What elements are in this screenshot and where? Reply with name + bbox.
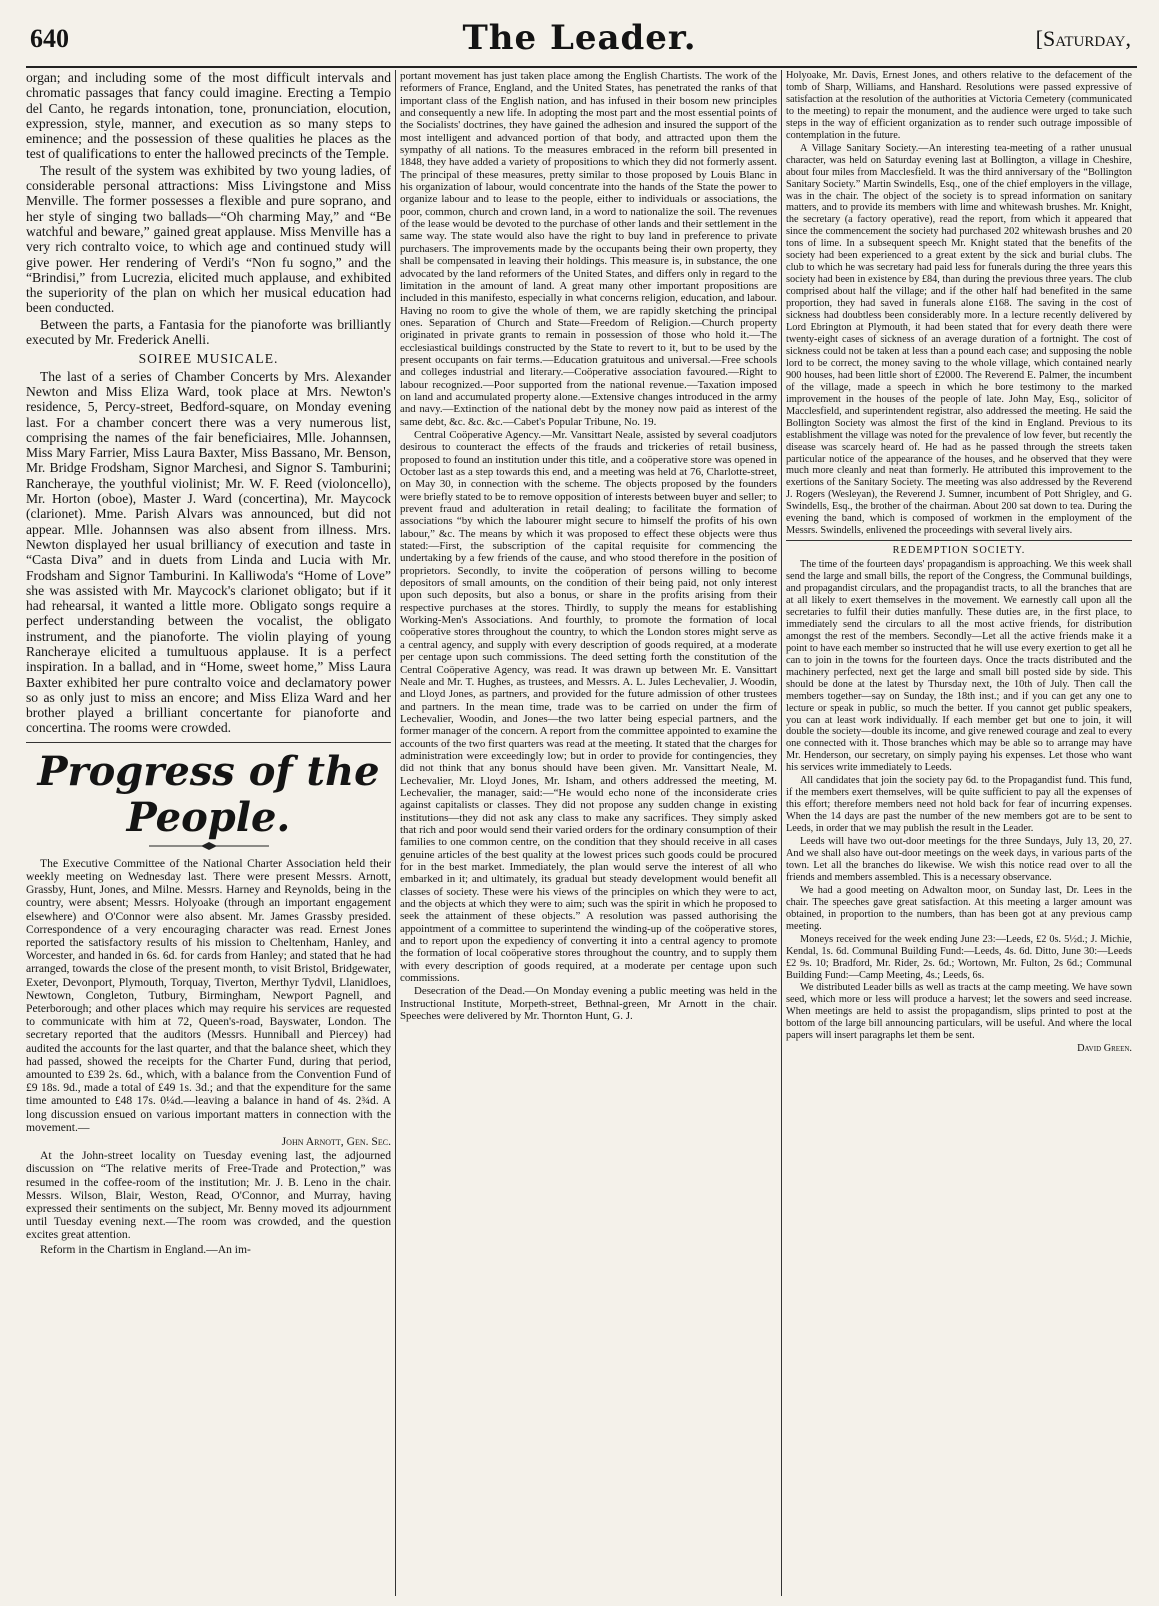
masthead [0,0,1159,66]
issue-day: [Saturday, [1035,26,1131,51]
concert-review [26,70,391,736]
paragraph: We distributed Leader bills as well as tracts at the camp meeting. We have sown seed, which more or less will produce a harvest; let the sowers and seed increase. When meetings are held to assist the propagandism, slips printed to post at the bottom of the large bill announcing particulars, will be useful. And where the local papers will insert paragraphs let them be sent. [786,982,1132,1042]
paragraph: Desecration of the Dead.—On Monday evening a public meeting was held in the Instructional Institute, Morpeth-street, Bethnal-green, Mr Arnott in the chair. Speeches were delivered by Mr. Thornton Hunt, G. J. [400,985,777,1023]
paragraph: The result of the system was exhibited by two young ladies, of considerable personal attractions: Miss Livingstone and Miss Menville. The former possesses a flexible and pure soprano, and her style of singing two ballads—“Oh charming May,” and “Be watchful and beware,” gained great applause. Miss Menville has a very rich contralto voice, to which age and continued study will give power. Her rendering of Verdi's “Non fu sogno,” and the “Brindisi,” from Lucrezia, elicited much applause, and exhibited the superiority of the plan on which her musical education had been conducted. [26,162,391,316]
paragraph: At the John-street locality on Tuesday evening last, the adjourned discussion on “The relative merits of Free-Trade and Protection,” was resumed in the coffee-room of the institution; Mr. J. B. Leno in the chair. Messrs. Wilson, Blair, Weston, Read, O'Connor, and Murray, having expressed their sentiments on the subject, Mr. Benny moved its adjournment until Tuesday evening next.—The room was crowded, and the question excites great attention. [26,1149,391,1242]
column-divider [781,70,782,1596]
paragraph: The Executive Committee of the National Charter Association held their weekly meeting on Wednesday last. There were present Messrs. Arnott, Grassby, Hunt, Jones, and Milne. Messrs. Harney and Reynolds, being in the country, were absent; Messrs. Holyoake (through an important engagement elsewhere) and O'Connor were also absent. Mr. James Grassby presided. Correspondence of a very encouraging character was read. Ernest Jones reported the satisfactory results of his mission to Cheltenham, Hanley, and Worcester, and handed in 6s. 6d. for cards from Hanley; and stated that he had arranged, towards the close of the present month, to visit Bristol, Bridgewater, Exeter, Devonport, Plymouth, Torquay, Tiverton, Merthyr Tydvil, Llanidloes, Newtown, Congleton, Tutbury, Birmingham, Newport Pagnell, and Peterborough; and other places which may require his services are requested to communicate with him at 72, Queen's-road, Bayswater, London. The secretary reported that the auditors (Messrs. Hunniball and Piercey) had audited the accounts for the last quarter, and that the balance sheet, which they had passed, showed the receipts for the Charter Fund, during that period, amounted to £39 2s. 6d., which, with a balance from the Convention Fund of £9 18s. 9d., made a total of £49 1s. 3d.; and that the expenditure for the same time amounted to £48 17s. 0¼d.—leaving a balance in hand of 4s. 2¾d. A long discussion ensued on various important matters in connection with the movement.— [26,856,391,1134]
paragraph: Reform in the Chartism in England.—An im- [40,1242,251,1256]
section-rule [26,742,391,743]
paragraph: Central Coöperative Agency.—Mr. Vansittart Neale, assisted by several coadjutors desirous to counteract the effects of the frauds and trickeries of retail business, proposed to found an institution under this title, and a coöperative store was opened in October last as a step towards this end, and a meeting was held at 76, Charlotte-street, on May 30, in connection with the scheme. The objects proposed by the founders were briefly stated to be to remove opposition of interests between buyer and seller; to prevent fraud and adulteration in retail dealing; to facilitate the formation of associations “by which the labourer might secure to himself the profits of his own labour,” &c. The means by which it was proposed to effect these objects were thus stated:—First, the subscription of the capital requisite for commencing the undertaking by a few friends of the cause, and who stood therefore in the position of proprietors. Secondly, to invite the coöperation of persons willing to become depositors of small amounts, on the condition of their being paid, not only interest upon such deposits, but also a bonus, or share in the profits arising from their respective purchases at the stores. Thirdly, to supply the means for establishing Working-Men's Associations. And fourthly, to promote the formation of local coöperative stores throughout the country, to which the London stores might serve as a central agency, and supply with every description of goods required, at a moderate per centage upon such commissions. The deed setting forth the constitution of the Central Coöperative Agency, was read. It was drawn up between Mr. E. Vansittart Neale and Mr. T. Hughes, as trustees, and Messrs. A. L. Jules Lechevalier, J. Woodin, and Lloyd Jones, as partners, and provided for the future admission of other trustees and partners. In the mean time, trade was to be carried on under the firm of Lechevalier, Woodin, and Jones—the two latter being especial partners, and the former manager of the concern. A report from the committee appointed to examine the accounts of the two first quarters was read at the meeting. It stated that the charges for administration were exceedingly low; but in order to provide for contingencies, they did not think that any bonus should have been given. Mr. Vansittart Neale, M. Lechevalier, Mr. Lloyd Jones, Mr. Isham, and others addressed the meeting, M. Lechevalier, the manager, said:—“He would echo none of the inconsiderate cries against capitalists or classes. They did not propose any sudden change in existing institutions—they did not ask any class to make any sacrifices. They simply asked that rich and poor would send their varied orders for the ordinary consumption of their families to one common centre, on the condition that they should receive in all cases genuine articles of the best quality at the lowest prices such goods could be procured for in the best market. Immediately, the plan would serve the interest of all who embarked in it; and ultimately, its gradual but steady development would benefit all classes of society. These were his views of the principles on which they were to act, and the objects at which they were to aim; such was the spirit in which he proposed to seek the attainment of these objects.” A resolution was passed authorising the appointment of a committee to superintend the winding-up of the coöperative stores, and to report upon the expediency of converting it into a central agency to promote the formation of local coöperative stores throughout the country, and to supply them with every description of goods required, at a moderate per centage upon such commissions. [400,428,777,985]
signature-arnott: John Arnott, Gen. Sec. [281,1135,391,1149]
paragraph: We had a good meeting on Adwalton moor, on Sunday last, Dr. Lees in the chair. The speeches gave great satisfaction. At this meeting a larger amount was obtained, in proportion to the numbers, than has been got at any previous camp meeting. [786,884,1132,932]
section-heading-redemption: REDEMPTION SOCIETY. [892,545,1026,557]
paragraph: Holyoake, Mr. Davis, Ernest Jones, and others relative to the defacement of the tomb of Sharp, Williams, and Hanshard. Resolutions were passed expressive of satisfaction at the resolution of the authorities at Victoria Cemetery (communicated to the meeting) to repair the monument, and the audience were urged to take such steps in the way of efficient organization as to render such outrage impossible of contemplation in the future. [786,70,1132,141]
section-heading-soiree: SOIREE MUSICALE. [138,351,279,367]
column-divider [395,70,396,1596]
column-2 [400,70,777,1600]
paragraph: The time of the fourteen days' propagandism is approaching. We this week shall send the large and small bills, the report of the Congress, the Communal buildings, and propagandist circulars, and the propagandist tracts, to all the branches that are at all likely to exert themselves in the movement. We earnestly call upon all the secretaries to fulfil their duties manfully. These duties are, in the first place, to immediately send the circulars to all the most active friends, for distribution amongst the rest of the members. Secondly—Let all the active friends make it a point to have each member so instructed that he will use every exertion to get all he can to join in the towns for the fourteen days. Once the tracts distributed and the machinery perfected, next get the large and small bill posted side by side. This should be done at the latest by Thursday next, the 10th of July. Then call the members together—say on Sunday, the 18th inst.; and if you can get any one to lecture or speak in public, so much the better. If you cannot get public speakers, you can at least work individually. If each member get but one to join, it will double the society—double its income, and give renewed courage and zeal to every one connected with it. Those branches which may be able so to arrange may have Mr. Henderson, our secretary, on simply paying his expenses. Let those who want his services write immediately to Leeds. [786,559,1132,774]
paragraph: portant movement has just taken place among the English Chartists. The work of the reformers of France, England, and the United States, has penetrated the ranks of that important class of the English nation, and has infused in their bosom new principles and consequently a new life. In adopting the most part and the most essential points of the Socialists' doctrines, they have gained the adhesion and insured the support of the most intelligent and advanced portion of that body, and attracted upon them the sympathy of all nations. To the measures embraced in the reform bill presented in 1848, they have added a variety of propositions to which they did not formerly assent. The principal of these measures, pretty similar to those proposed by Louis Blanc in his organization of labour, would concentrate into the hands of the State the power to organize labour and to lease to the people, either to individuals or associations, the poor, common, church and crown land, in a word to nationalize the soil. The revenues of the lease would be devoted to the purchase of other lands and their settlement in the same way. The state would also have the right to buy land in preference to private purchasers. The improvements made by the occupants being their own property, they shall be compensated in leaving their holdings. This measure is, in substance, the one advocated by the land reformers of the United States, and differs only in regard to the limitation in the amount of land. A great many other important propositions are included in this manifesto, especially in what concerns religion, education, and labour. Having no room to give the whole of them, we are rapidly sketching the principal ones. Separation of Church and State—Freedom of Religion.—Church property originated in private grants to remain in possession of those who hold it.—The ecclesiastical buildings constructed by the State to revert to it, but to be used by the present occupants on fair terms.—Education gratuitous and universal.—Free schools and colleges industrial and literary.—Coöperative association favoured.—Right to labour recognized.—Poor supported from the national revenue.—Taxation imposed on land and accumulated property alone.—Extensive changes introduced in the army and navy.—Extinction of the national debt by the money now paid as interest of the same debt, &c. &c. &c.—Cabet's Popular Tribune, No. 19. [400,70,777,428]
signature-green: David Green. [1077,1043,1132,1055]
column-1 [26,70,391,1600]
paragraph: A Village Sanitary Society.—An interesting tea-meeting of a rather unusual character, was held on Saturday evening last at Bollington, a village in Cheshire, about four miles from Macclesfield. It was the third anniversary of the “Bollington Sanitary Society.” Martin Swindells, Esq., one of the chief employers in the village, was in the chair. The object of the society is to spread information on sanitary matters, and to provide its members with lime and whitewash brushes. Mr. Knight, the secretary (a factory operative), read the report, from which it appeared that since the commencement the society had purchased 202 whitewash brushes and 20 tons of lime. In a subsequent speech Mr. Knight stated that the benefits of the society had been experienced to a great extent by the sick and burial clubs. The club to which he was secretary had paid less for funerals during the three years this society had been in existence by £84, than during the previous three years. The club comprised about half the village; and if the other half had benefited in the same proportion, they had saved in funerals alone £168. The saving in the cost of sickness had doubtless been considerably more. In a lecture recently delivered by Lord Ebrington at Plymouth, it had been stated that for every death there were twenty-eight cases of sickness of an average duration of a fortnight. The cost of sickness could not be taken at less than a pound each case; and supposing the noble lord to be correct, the money saving to the whole village, which contained nearly 900 houses, had been little short of £2000. The Reverend E. Palmer, the incumbent of the village, made a speech in which he bore testimony to the marked improvement in the houses of the people of late. John May, Esq., solicitor of Macclesfield, and superintendent registrar, also addressed the meeting. He said the Bollington Society was almost the first of the kind in England. Previous to its establishment the village was noted for the prevalence of low fever, but recently the disease was scarcely heard of. He had as he passed through the streets taken particular notice of the appearance of the houses, and he observed that they were much more cleanly and neat than formerly. He attributed this improvement to the exertions of the Sanitary Society. The meeting was also addressed by the Reverend J. Rogers (Wesleyan), the Reverend J. Sumner, incumbent of Pott Shrigley, and G. Swindells, Esq., the brother of the chairman. About 200 sat down to tea. During the evening the band, which is composed of workmen in the employment of the Messrs. Swindells, enlivened the proceedings with several lively airs. [786,142,1132,537]
page-number: 640 [30,24,69,53]
paragraph: Moneys received for the week ending June 23:—Leeds, £2 0s. 5½d.; J. Michie, Kendal, 1s. 6d. Communal Building Fund:—Leeds, 4s. 6d. Ditto, June 30:—Leeds £2 9s. 10; Bradford, Mr. Rider, 2s. 6d.; Wortown, Mr. Fulton, 2s 6d.; Communal Building Fund:—Camp Meeting, 4s.; Leeds, 6s. [786,933,1132,981]
paragraph: All candidates that join the society pay 6d. to the Propagandist fund. This fund, if the members exert themselves, will be quite sufficient to pay all the expenses of this effort; therefore members need not hold back for fear of incurring expenses. When the 14 days are past the number of the new members got are to be sent to Leeds, in order that we may publish the result in the Leader. [786,775,1132,835]
paragraph: Leeds will have two out-door meetings for the three Sundays, July 13, 20, 27. And we shall also have out-door meetings on the week days, in various parts of the town. Let all the branches do likewise. We wish this notice read over to all the friends and members assembled. This is a necessary observance. [786,836,1132,883]
paragraph: The last of a series of Chamber Concerts by Mrs. Alexander Newton and Miss Eliza Ward, took place at Mrs. Newton's residence, 5, Percy-street, Bedford-square, on Monday evening last. For a chamber concert there was a very numerous list, comprising the names of the fair beneficiaires, Mlle. Johannsen, Miss Mary Farrier, Miss Laura Baxter, Miss Bassano, Mr. Benson, Mr. Bridge Frodsham, Signor Marchesi, and Signor S. Tamburini; Rancheraye, the youthful violinist; Mr. W. F. Reed (violoncello), Mr. Horton (oboe), Master J. Ward (concertina), Mr. Maycock (clarionet). Mme. Parish Alvars was announced, but did not appear. Mlle. Johannsen was also absent from illness. Mrs. Newton displayed her usual brilliancy of execution and taste in “Casta Diva” and in duets from Linda and Lucia with Mr. Frodsham and Signor Tamburini. In Kalliwoda's “Home of Love” she was assisted with Mr. Maycock's clarionet obligato; but if it had rehearsal, it wanted a little more. Obligato songs require a perfect understanding between the vocalist, the obligato instrument, and the pianoforte. The violin playing of young Rancheraye elicited a tumultuous applause. It is a perfect inspiration. In a ballad, and in “Home, sweet home,” Miss Laura Baxter exhibited her pure contralto voice and declamatory power so as only just to miss an encore; and Miss Eliza Ward and her brother played a brilliant concertante for pianoforte and concertina. The rooms were crowded. [26,368,391,736]
paragraph: Between the parts, a Fantasia for the pianoforte was brilliantly executed by Mr. Frederick Anelli. [26,316,391,348]
masthead-rule [26,66,1137,68]
ornament-divider-icon [149,841,269,851]
column-3 [786,70,1132,1600]
paragraph: organ; and including some of the most difficult intervals and chromatic passages that fancy could imagine. Erecting a Tempio del Canto, he regards intonation, tone, pronunciation, elocution, expression, style, manner, and execution as so many steps to eminence; and the possession of these qualities he places as the test of qualifications to enter the hallowed precincts of the Temple. [26,70,391,162]
section-rule [786,540,1132,541]
section-title-progress: Progress of the People. [37,747,380,841]
newspaper-title: The Leader. [462,18,697,58]
